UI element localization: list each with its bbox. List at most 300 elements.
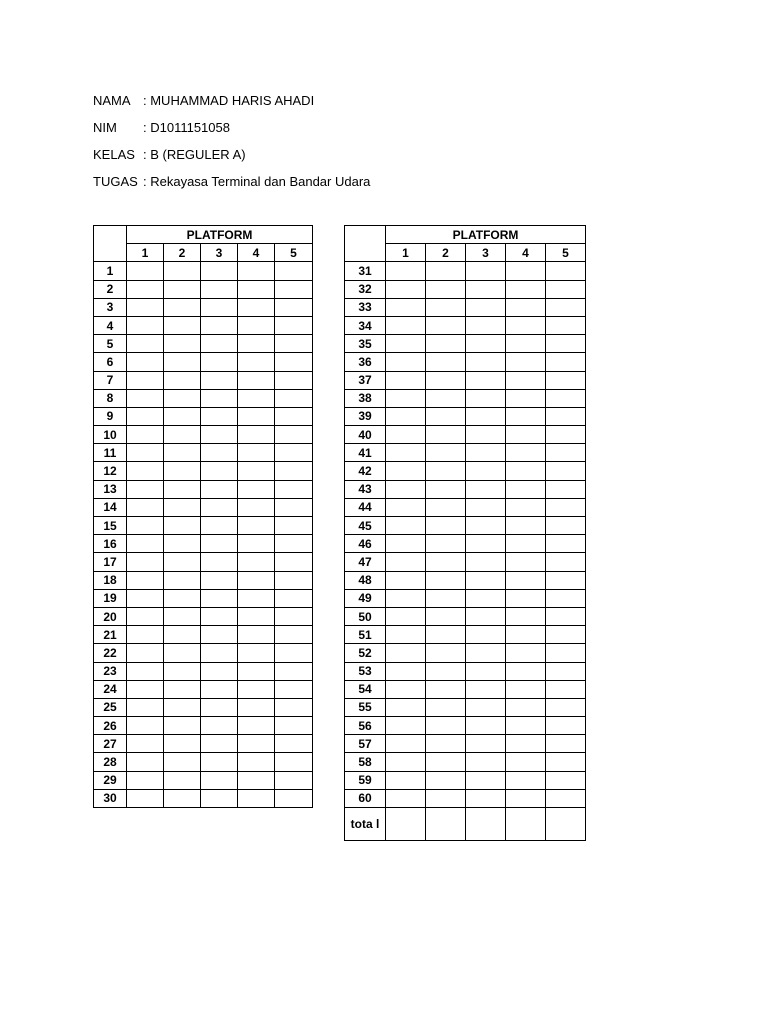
platform-cell[interactable] [201,753,238,771]
platform-cell[interactable] [386,698,426,716]
platform-cell[interactable] [275,626,313,644]
platform-cell[interactable] [466,335,506,353]
platform-cell[interactable] [201,680,238,698]
total-cell[interactable] [426,808,466,841]
platform-cell[interactable] [238,717,275,735]
platform-cell[interactable] [506,607,546,625]
platform-cell[interactable] [506,426,546,444]
platform-cell[interactable] [164,280,201,298]
platform-cell[interactable] [238,444,275,462]
platform-cell[interactable] [466,571,506,589]
platform-cell[interactable] [506,662,546,680]
platform-cell[interactable] [127,662,164,680]
platform-cell[interactable] [546,553,586,571]
platform-cell[interactable] [546,535,586,553]
platform-cell[interactable] [426,262,466,280]
platform-cell[interactable] [546,753,586,771]
platform-cell[interactable] [386,316,426,334]
platform-cell[interactable] [127,262,164,280]
platform-cell[interactable] [201,444,238,462]
platform-cell[interactable] [238,407,275,425]
platform-cell[interactable] [201,589,238,607]
platform-cell[interactable] [275,444,313,462]
platform-cell[interactable] [546,371,586,389]
platform-cell[interactable] [127,626,164,644]
platform-cell[interactable] [466,371,506,389]
platform-cell[interactable] [238,589,275,607]
platform-cell[interactable] [426,717,466,735]
platform-cell[interactable] [546,316,586,334]
platform-cell[interactable] [127,771,164,789]
platform-cell[interactable] [164,298,201,316]
platform-cell[interactable] [238,316,275,334]
platform-cell[interactable] [506,789,546,807]
platform-cell[interactable] [238,371,275,389]
platform-cell[interactable] [386,280,426,298]
platform-cell[interactable] [127,517,164,535]
platform-cell[interactable] [238,607,275,625]
platform-cell[interactable] [506,680,546,698]
platform-cell[interactable] [466,589,506,607]
platform-cell[interactable] [466,426,506,444]
platform-cell[interactable] [127,680,164,698]
platform-cell[interactable] [386,353,426,371]
platform-cell[interactable] [164,335,201,353]
platform-cell[interactable] [164,735,201,753]
platform-cell[interactable] [238,553,275,571]
platform-cell[interactable] [546,407,586,425]
platform-cell[interactable] [127,371,164,389]
platform-cell[interactable] [466,298,506,316]
platform-cell[interactable] [466,680,506,698]
platform-cell[interactable] [201,407,238,425]
platform-cell[interactable] [546,462,586,480]
platform-cell[interactable] [238,462,275,480]
platform-cell[interactable] [386,535,426,553]
platform-cell[interactable] [238,498,275,516]
platform-cell[interactable] [506,589,546,607]
platform-cell[interactable] [201,517,238,535]
platform-cell[interactable] [238,535,275,553]
platform-cell[interactable] [201,607,238,625]
platform-cell[interactable] [466,407,506,425]
platform-cell[interactable] [506,280,546,298]
platform-cell[interactable] [164,662,201,680]
platform-cell[interactable] [426,517,466,535]
platform-cell[interactable] [164,480,201,498]
platform-cell[interactable] [201,371,238,389]
platform-cell[interactable] [506,626,546,644]
platform-cell[interactable] [426,389,466,407]
platform-cell[interactable] [546,607,586,625]
platform-cell[interactable] [426,480,466,498]
platform-cell[interactable] [164,535,201,553]
platform-cell[interactable] [506,753,546,771]
platform-cell[interactable] [127,589,164,607]
platform-cell[interactable] [164,571,201,589]
platform-cell[interactable] [238,335,275,353]
platform-cell[interactable] [386,789,426,807]
platform-cell[interactable] [275,553,313,571]
platform-cell[interactable] [466,353,506,371]
platform-cell[interactable] [275,262,313,280]
platform-cell[interactable] [275,353,313,371]
platform-cell[interactable] [238,771,275,789]
platform-cell[interactable] [127,426,164,444]
platform-cell[interactable] [426,789,466,807]
platform-cell[interactable] [466,444,506,462]
platform-cell[interactable] [238,698,275,716]
platform-cell[interactable] [386,389,426,407]
platform-cell[interactable] [546,589,586,607]
platform-cell[interactable] [506,644,546,662]
platform-cell[interactable] [127,571,164,589]
platform-cell[interactable] [546,480,586,498]
platform-cell[interactable] [466,662,506,680]
platform-cell[interactable] [127,498,164,516]
platform-cell[interactable] [506,407,546,425]
platform-cell[interactable] [546,498,586,516]
platform-cell[interactable] [386,371,426,389]
platform-cell[interactable] [426,698,466,716]
total-cell[interactable] [466,808,506,841]
platform-cell[interactable] [164,644,201,662]
platform-cell[interactable] [546,280,586,298]
platform-cell[interactable] [386,426,426,444]
platform-cell[interactable] [466,498,506,516]
platform-cell[interactable] [466,280,506,298]
platform-cell[interactable] [164,717,201,735]
platform-cell[interactable] [127,389,164,407]
platform-cell[interactable] [426,571,466,589]
platform-cell[interactable] [164,771,201,789]
platform-cell[interactable] [386,335,426,353]
platform-cell[interactable] [466,753,506,771]
platform-cell[interactable] [546,298,586,316]
platform-cell[interactable] [386,607,426,625]
platform-cell[interactable] [275,480,313,498]
platform-cell[interactable] [426,680,466,698]
platform-cell[interactable] [164,789,201,807]
platform-cell[interactable] [238,571,275,589]
platform-cell[interactable] [127,316,164,334]
platform-cell[interactable] [275,644,313,662]
platform-cell[interactable] [506,735,546,753]
platform-cell[interactable] [201,644,238,662]
platform-cell[interactable] [164,262,201,280]
platform-cell[interactable] [386,735,426,753]
platform-cell[interactable] [386,298,426,316]
platform-cell[interactable] [164,553,201,571]
platform-cell[interactable] [426,735,466,753]
platform-cell[interactable] [466,789,506,807]
platform-cell[interactable] [546,771,586,789]
platform-cell[interactable] [238,353,275,371]
platform-cell[interactable] [386,771,426,789]
platform-cell[interactable] [506,335,546,353]
platform-cell[interactable] [466,262,506,280]
platform-cell[interactable] [127,444,164,462]
platform-cell[interactable] [386,517,426,535]
platform-cell[interactable] [201,498,238,516]
platform-cell[interactable] [127,553,164,571]
platform-cell[interactable] [386,753,426,771]
platform-cell[interactable] [506,262,546,280]
platform-cell[interactable] [238,680,275,698]
platform-cell[interactable] [201,698,238,716]
platform-cell[interactable] [426,644,466,662]
platform-cell[interactable] [127,607,164,625]
platform-cell[interactable] [275,498,313,516]
platform-cell[interactable] [127,462,164,480]
platform-cell[interactable] [164,353,201,371]
platform-cell[interactable] [201,771,238,789]
platform-cell[interactable] [506,771,546,789]
total-cell[interactable] [386,808,426,841]
platform-cell[interactable] [506,480,546,498]
platform-cell[interactable] [546,662,586,680]
platform-cell[interactable] [275,571,313,589]
platform-cell[interactable] [164,517,201,535]
platform-cell[interactable] [386,462,426,480]
platform-cell[interactable] [386,444,426,462]
platform-cell[interactable] [275,426,313,444]
platform-cell[interactable] [275,371,313,389]
platform-cell[interactable] [506,498,546,516]
platform-cell[interactable] [275,662,313,680]
platform-cell[interactable] [546,517,586,535]
platform-cell[interactable] [426,626,466,644]
platform-cell[interactable] [426,498,466,516]
platform-cell[interactable] [506,717,546,735]
platform-cell[interactable] [127,480,164,498]
platform-cell[interactable] [275,280,313,298]
platform-cell[interactable] [201,262,238,280]
platform-cell[interactable] [201,462,238,480]
platform-cell[interactable] [426,335,466,353]
platform-cell[interactable] [546,626,586,644]
platform-cell[interactable] [201,335,238,353]
platform-cell[interactable] [238,626,275,644]
platform-cell[interactable] [201,280,238,298]
platform-cell[interactable] [426,444,466,462]
platform-cell[interactable] [127,789,164,807]
platform-cell[interactable] [386,680,426,698]
platform-cell[interactable] [275,535,313,553]
platform-cell[interactable] [201,426,238,444]
platform-cell[interactable] [466,626,506,644]
platform-cell[interactable] [164,698,201,716]
platform-cell[interactable] [426,426,466,444]
platform-cell[interactable] [238,644,275,662]
platform-cell[interactable] [275,698,313,716]
platform-cell[interactable] [164,407,201,425]
platform-cell[interactable] [466,480,506,498]
platform-cell[interactable] [238,426,275,444]
platform-cell[interactable] [506,371,546,389]
platform-cell[interactable] [201,389,238,407]
platform-cell[interactable] [275,462,313,480]
platform-cell[interactable] [466,607,506,625]
platform-cell[interactable] [506,517,546,535]
platform-cell[interactable] [164,389,201,407]
platform-cell[interactable] [164,371,201,389]
platform-cell[interactable] [426,662,466,680]
platform-cell[interactable] [426,407,466,425]
platform-cell[interactable] [201,535,238,553]
platform-cell[interactable] [238,280,275,298]
platform-cell[interactable] [426,353,466,371]
platform-cell[interactable] [506,535,546,553]
platform-cell[interactable] [238,480,275,498]
platform-cell[interactable] [164,462,201,480]
platform-cell[interactable] [466,771,506,789]
platform-cell[interactable] [164,680,201,698]
platform-cell[interactable] [275,753,313,771]
platform-cell[interactable] [506,353,546,371]
platform-cell[interactable] [426,553,466,571]
platform-cell[interactable] [506,698,546,716]
platform-cell[interactable] [546,335,586,353]
platform-cell[interactable] [127,407,164,425]
platform-cell[interactable] [127,644,164,662]
platform-cell[interactable] [164,753,201,771]
platform-cell[interactable] [466,553,506,571]
platform-cell[interactable] [466,535,506,553]
platform-cell[interactable] [201,480,238,498]
platform-cell[interactable] [466,717,506,735]
platform-cell[interactable] [201,717,238,735]
platform-cell[interactable] [426,298,466,316]
platform-cell[interactable] [506,553,546,571]
platform-cell[interactable] [386,717,426,735]
platform-cell[interactable] [506,389,546,407]
platform-cell[interactable] [238,262,275,280]
platform-cell[interactable] [238,517,275,535]
platform-cell[interactable] [164,426,201,444]
platform-cell[interactable] [426,535,466,553]
platform-cell[interactable] [466,316,506,334]
platform-cell[interactable] [275,717,313,735]
platform-cell[interactable] [164,626,201,644]
platform-cell[interactable] [201,571,238,589]
platform-cell[interactable] [201,735,238,753]
platform-cell[interactable] [127,535,164,553]
platform-cell[interactable] [127,698,164,716]
platform-cell[interactable] [238,753,275,771]
platform-cell[interactable] [275,771,313,789]
platform-cell[interactable] [386,589,426,607]
platform-cell[interactable] [164,444,201,462]
platform-cell[interactable] [201,662,238,680]
platform-cell[interactable] [426,753,466,771]
platform-cell[interactable] [386,553,426,571]
platform-cell[interactable] [546,444,586,462]
platform-cell[interactable] [466,389,506,407]
platform-cell[interactable] [164,607,201,625]
platform-cell[interactable] [546,389,586,407]
platform-cell[interactable] [426,771,466,789]
platform-cell[interactable] [275,407,313,425]
platform-cell[interactable] [466,462,506,480]
platform-cell[interactable] [275,680,313,698]
platform-cell[interactable] [201,553,238,571]
platform-cell[interactable] [238,389,275,407]
platform-cell[interactable] [275,316,313,334]
platform-cell[interactable] [201,353,238,371]
platform-cell[interactable] [466,698,506,716]
platform-cell[interactable] [386,644,426,662]
platform-cell[interactable] [238,735,275,753]
platform-cell[interactable] [546,426,586,444]
platform-cell[interactable] [275,298,313,316]
platform-cell[interactable] [201,626,238,644]
platform-cell[interactable] [201,316,238,334]
platform-cell[interactable] [546,680,586,698]
platform-cell[interactable] [164,498,201,516]
platform-cell[interactable] [164,589,201,607]
platform-cell[interactable] [386,262,426,280]
platform-cell[interactable] [275,517,313,535]
platform-cell[interactable] [426,371,466,389]
platform-cell[interactable] [127,735,164,753]
platform-cell[interactable] [127,753,164,771]
platform-cell[interactable] [386,662,426,680]
platform-cell[interactable] [275,389,313,407]
platform-cell[interactable] [466,517,506,535]
platform-cell[interactable] [506,316,546,334]
platform-cell[interactable] [127,280,164,298]
platform-cell[interactable] [164,316,201,334]
platform-cell[interactable] [506,571,546,589]
platform-cell[interactable] [546,735,586,753]
platform-cell[interactable] [275,735,313,753]
platform-cell[interactable] [506,444,546,462]
platform-cell[interactable] [275,589,313,607]
platform-cell[interactable] [426,316,466,334]
platform-cell[interactable] [238,789,275,807]
platform-cell[interactable] [127,353,164,371]
platform-cell[interactable] [466,644,506,662]
platform-cell[interactable] [426,462,466,480]
platform-cell[interactable] [546,644,586,662]
platform-cell[interactable] [386,626,426,644]
platform-cell[interactable] [426,589,466,607]
platform-cell[interactable] [506,462,546,480]
platform-cell[interactable] [426,280,466,298]
platform-cell[interactable] [127,335,164,353]
platform-cell[interactable] [201,789,238,807]
platform-cell[interactable] [275,335,313,353]
total-cell[interactable] [546,808,586,841]
platform-cell[interactable] [127,298,164,316]
platform-cell[interactable] [238,298,275,316]
platform-cell[interactable] [546,571,586,589]
platform-cell[interactable] [386,498,426,516]
total-cell[interactable] [506,808,546,841]
platform-cell[interactable] [386,480,426,498]
platform-cell[interactable] [386,571,426,589]
platform-cell[interactable] [506,298,546,316]
platform-cell[interactable] [546,353,586,371]
platform-cell[interactable] [238,662,275,680]
platform-cell[interactable] [386,407,426,425]
platform-cell[interactable] [546,698,586,716]
platform-cell[interactable] [546,717,586,735]
platform-cell[interactable] [426,607,466,625]
platform-cell[interactable] [275,607,313,625]
platform-cell[interactable] [546,262,586,280]
